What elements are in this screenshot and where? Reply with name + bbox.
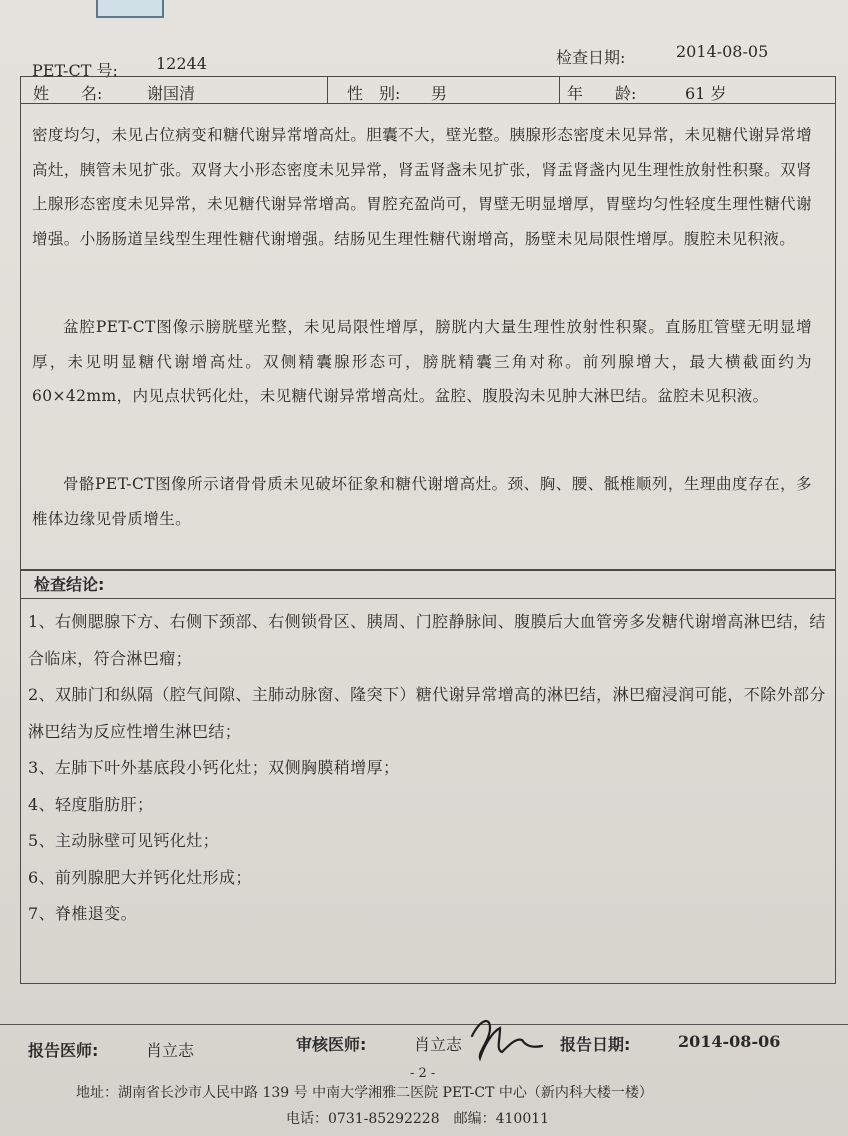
name-value: 谢国清 — [147, 84, 196, 103]
pet-ct-number-label: PET-CT 号: — [32, 61, 118, 80]
name-cell — [21, 77, 328, 103]
age-value: 61 岁 — [685, 84, 727, 103]
report-doctor-label: 报告医师: — [28, 1041, 99, 1060]
review-doctor-value: 肖立志 — [414, 1035, 463, 1054]
hospital-logo-fragment — [96, 0, 164, 18]
report-date-label: 报告日期: — [560, 1035, 631, 1054]
pet-ct-number-value: 12244 — [156, 54, 207, 73]
age-cell — [559, 77, 835, 103]
signature-divider — [0, 1024, 848, 1025]
conclusion-item: 7、脊椎退变。 — [28, 904, 137, 923]
name-label: 姓 名: — [33, 84, 103, 103]
conclusion-item: 5、主动脉壁可见钙化灶； — [28, 831, 219, 850]
conclusion-item: 6、前列腺肥大并钙化灶形成； — [28, 867, 252, 887]
patient-info-row — [20, 76, 836, 104]
sex-value: 男 — [431, 84, 448, 103]
conclusion-item: 4、轻度脂肪肝； — [28, 794, 154, 814]
conclusion-item: 3、左肺下叶外基底段小钙化灶；双侧胸膜稍增厚； — [28, 758, 400, 777]
conclusion-item: 1、右侧腮腺下方、右侧下颈部、右侧锁骨区、胰周、门腔静脉间、腹膜后大血管旁多发糖代谢增高淋巴结，结合临床，符合淋巴瘤； — [28, 612, 826, 668]
conclusion-divider — [20, 598, 836, 599]
conclusion-list — [28, 604, 828, 933]
handwritten-signature — [466, 1006, 546, 1062]
page-number: - 2 - — [410, 1066, 436, 1081]
age-label: 年 龄: — [567, 84, 637, 103]
review-doctor-label: 审核医师: — [296, 1035, 367, 1054]
report-date-value: 2014-08-06 — [678, 1032, 781, 1051]
findings-paragraph-abdomen: 密度均匀，未见占位病变和糖代谢异常增高灶。胆囊不大，壁光整。胰腺形态密度未见异常，未见糖代谢异常增高灶，胰管未见扩张。双肾大小形态密度未见异常，肾盂肾盏未见扩张，肾盂肾盏内见生理性放射性积聚。双肾上腺形态密度未见异常，未见糖代谢异常增高。胃腔充盈尚可，胃壁无明显增厚，胃壁均匀性轻度生理性糖代谢增强。小肠肠道呈线型生理性糖代谢增强。结肠见生理性糖代谢增高，肠壁未见局限性增厚。腹腔未见积液。 — [32, 126, 812, 248]
hospital-phone: 电话：0731-85292228 邮编：410011 — [286, 1111, 550, 1127]
exam-date-value: 2014-08-05 — [676, 42, 769, 61]
sex-label: 性 别: — [347, 84, 401, 103]
findings-paragraph-pelvis: 盆腔PET-CT图像示膀胱壁光整，未见局限性增厚，膀胱内大量生理性放射性积聚。直肠肛管壁无明显增厚，未见明显糖代谢增高灶。双侧精囊腺形态可，膀胱精囊三角对称。前列腺增大，最大横截面约为60×42mm，内见点状钙化灶，未见糖代谢异常增高灶。盆腔、腹股沟未见肿大淋巴结。盆腔未见积液。 — [32, 318, 812, 405]
hospital-address: 地址：湖南省长沙市人民中路 139 号 中南大学湘雅二医院 PET-CT 中心（新内科大楼一楼） — [76, 1085, 653, 1101]
exam-date-label: 检查日期: — [556, 48, 626, 67]
findings-paragraph-bone: 骨骼PET-CT图像所示诸骨骨质未见破坏征象和糖代谢增高灶。颈、胸、腰、骶椎顺列，生理曲度存在，多椎体边缘见骨质增生。 — [32, 475, 812, 528]
sex-cell — [327, 77, 560, 103]
conclusion-item: 2、双肺门和纵隔（腔气间隙、主肺动脉窗、隆突下）糖代谢异常增高的淋巴结，淋巴瘤浸润可能，不除外部分淋巴结为反应性增生淋巴结； — [28, 685, 826, 741]
conclusion-title: 检查结论: — [34, 575, 105, 594]
report-doctor-value: 肖立志 — [146, 1041, 195, 1060]
